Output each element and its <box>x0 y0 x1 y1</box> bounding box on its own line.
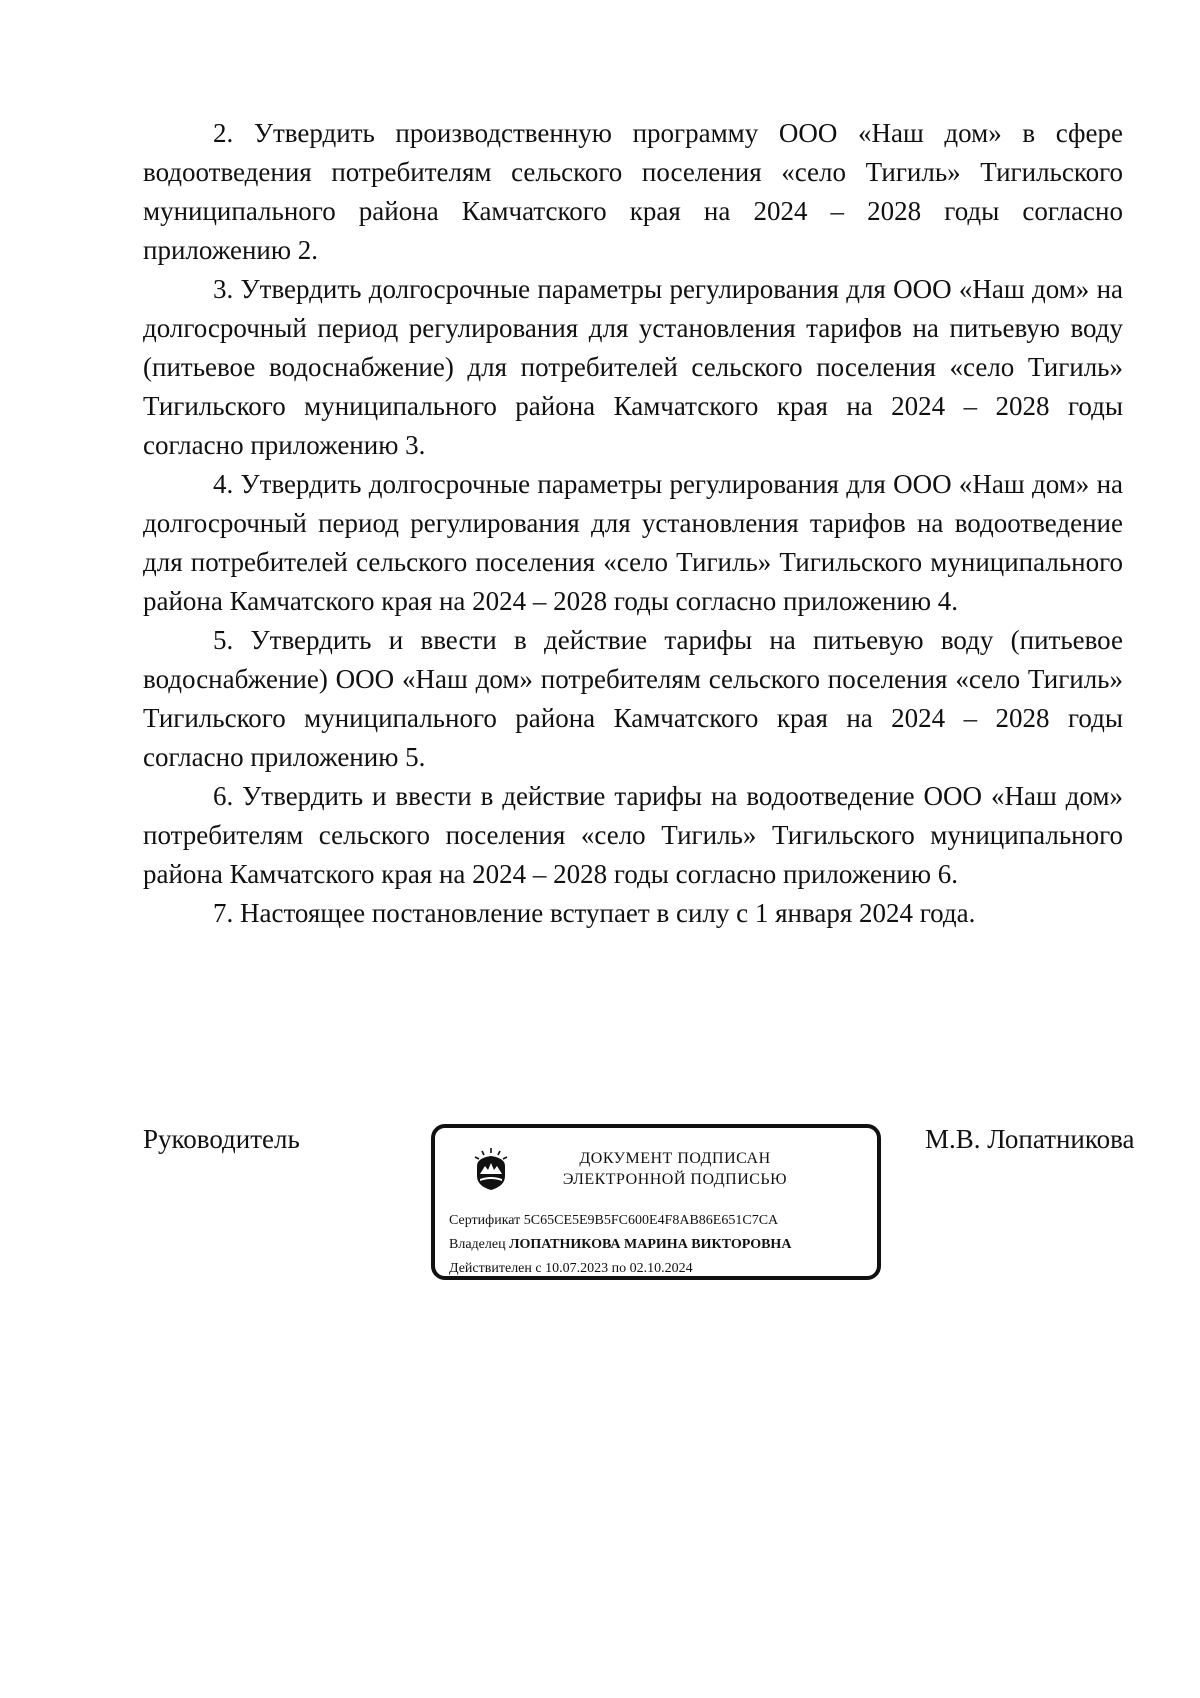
stamp-certificate <box>449 1212 778 1230</box>
stamp-owner <box>449 1236 791 1254</box>
owner-label: Владелец <box>449 1237 506 1252</box>
kamchatka-emblem-icon <box>471 1146 511 1192</box>
certificate-value: 5C65CE5E9B5FC600E4F8AB86E651C7CA <box>523 1213 779 1228</box>
valid-label: Действителен <box>449 1261 532 1276</box>
paragraph-4: 4. Утвердить долгосрочные параметры регулирования для ООО «Наш дом» на долгосрочный период регулирования для установления тарифов на водоотведение для потребителей сельского поселения «село Тигиль» Тигильского муниципального района Камчатского края на 2024 – 2028 годы согласно приложению 4. <box>143 469 1123 616</box>
valid-from-date: 10.07.2023 <box>545 1261 609 1276</box>
paragraph-3: 3. Утвердить долгосрочные параметры регулирования для ООО «Наш дом» на долгосрочный период регулирования для установления тарифов на питьевую воду (питьевое водоснабжение) для потребителей сельского поселения «село Тигиль» Тигильского муниципального района Камчатского края на 2024 – 2028 годы согласно приложению 3. <box>143 274 1123 460</box>
signer-name: М.В. Лопатникова <box>925 1124 1135 1154</box>
stamp-validity <box>449 1260 693 1278</box>
stamp-title <box>545 1148 805 1190</box>
paragraph-2: 2. Утвердить производственную программу ООО «Наш дом» в сфере водоотведения потребителям сельского поселения «село Тигиль» Тигильского муниципального района Камчатского края на 2024 – 2028 годы согласно приложению 2. <box>143 118 1123 265</box>
stamp-title-line-1: ДОКУМЕНТ ПОДПИСАН <box>579 1150 771 1167</box>
paragraph-6: 6. Утвердить и ввести в действие тарифы на водоотведение ООО «Наш дом» потребителям сельского поселения «село Тигиль» Тигильского муниципального района Камчатского края на 2024 – 2028 годы согласно приложению 6. <box>143 781 1123 889</box>
stamp-title-line-2: ЭЛЕКТРОННОЙ ПОДПИСЬЮ <box>562 1171 788 1188</box>
owner-value: ЛОПАТНИКОВА МАРИНА ВИКТОРОВНА <box>509 1237 792 1252</box>
valid-to-word: по <box>611 1261 627 1276</box>
valid-to-date: 02.10.2024 <box>629 1261 693 1276</box>
paragraph-7: 7. Настоящее постановление вступает в силу с 1 января 2024 года. <box>213 898 976 928</box>
electronic-signature-stamp <box>431 1124 881 1280</box>
paragraph-5: 5. Утвердить и ввести в действие тарифы на питьевую воду (питьевое водоснабжение) ООО «Наш дом» потребителям сельского поселения «село Тигиль» Тигильского муниципального района Камчатского края на 2024 – 2028 годы согласно приложению 5. <box>143 625 1123 772</box>
certificate-label: Сертификат <box>449 1213 521 1228</box>
signer-role: Руководитель <box>143 1124 300 1154</box>
valid-from-word: с <box>535 1261 542 1276</box>
document-body <box>143 114 1123 933</box>
signature-block <box>143 1116 1153 1296</box>
